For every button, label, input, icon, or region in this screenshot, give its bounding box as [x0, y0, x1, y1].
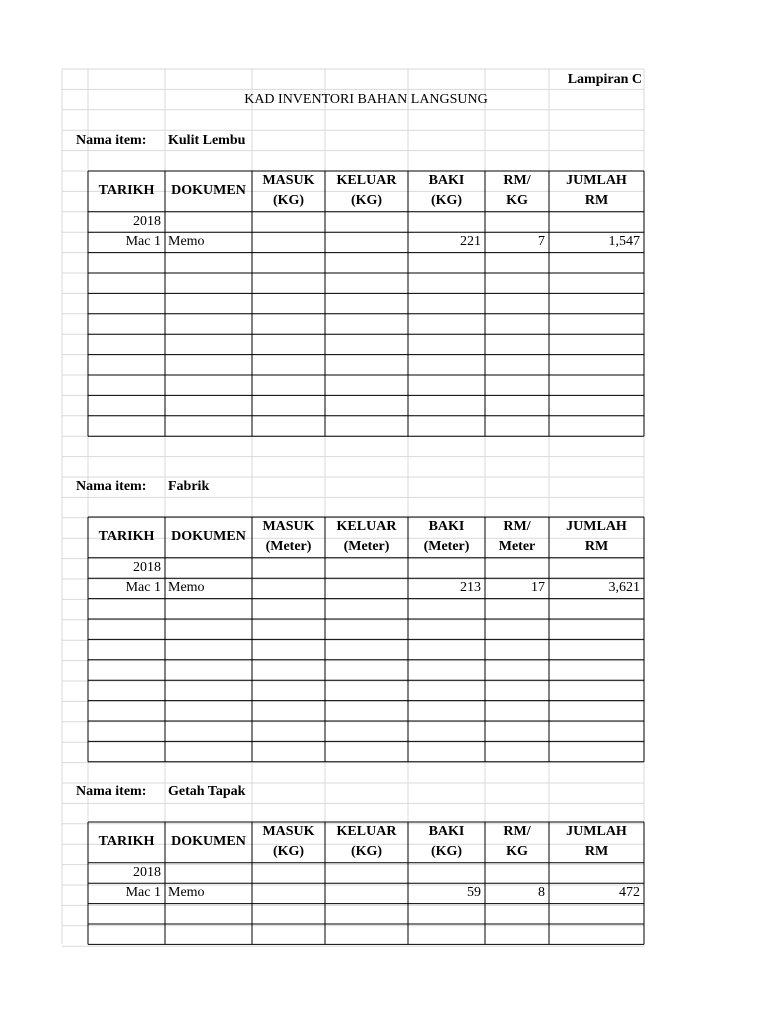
item-name: Getah Tapak	[168, 784, 246, 799]
column-header: JUMLAH	[566, 519, 627, 534]
table-cell: Memo	[168, 234, 205, 250]
table-cell: Mac 1	[125, 580, 161, 596]
column-subheader: (Meter)	[265, 539, 312, 555]
column-subheader: (KG)	[350, 193, 383, 209]
column-header: JUMLAH	[566, 824, 627, 839]
item-name: Fabrik	[168, 479, 210, 494]
column-header: MASUK	[262, 824, 315, 839]
column-header: KELUAR	[336, 519, 397, 534]
column-subheader: (KG)	[430, 193, 463, 209]
column-header: DOKUMEN	[171, 834, 246, 850]
column-subheader: (Meter)	[343, 539, 390, 555]
column-header: KELUAR	[336, 173, 397, 188]
item-label: Nama item:	[76, 133, 147, 148]
page-title: KAD INVENTORI BAHAN LANGSUNG	[244, 92, 488, 107]
column-header: DOKUMEN	[171, 529, 246, 545]
column-subheader: (KG)	[272, 844, 305, 860]
column-header: TARIKH	[98, 529, 155, 545]
table-cell: 1,547	[608, 234, 640, 250]
table-cell: Mac 1	[125, 885, 161, 901]
column-header: RM/	[503, 173, 531, 188]
column-subheader: (KG)	[350, 844, 383, 860]
column-subheader: RM	[584, 193, 609, 209]
table-cell: 7	[538, 234, 545, 250]
table-cell: 17	[531, 580, 545, 596]
column-header: DOKUMEN	[171, 183, 246, 199]
year-cell: 2018	[133, 213, 161, 229]
column-header: TARIKH	[98, 183, 155, 199]
column-header: RM/	[503, 519, 531, 534]
table-cell: Mac 1	[125, 234, 161, 250]
column-subheader: (KG)	[272, 193, 305, 209]
year-cell: 2018	[133, 864, 161, 880]
column-header: BAKI	[428, 173, 465, 188]
column-header: KELUAR	[336, 824, 397, 839]
annex-label: Lampiran C	[567, 72, 642, 87]
column-header: BAKI	[428, 519, 465, 534]
column-subheader: (KG)	[430, 844, 463, 860]
table-cell: 8	[538, 885, 545, 901]
table-cell: 472	[619, 885, 640, 901]
table-cell: Memo	[168, 580, 205, 596]
column-subheader: RM	[584, 539, 609, 555]
column-header: JUMLAH	[566, 173, 627, 188]
item-name: Kulit Lembu	[168, 133, 246, 148]
table-cell: Memo	[168, 885, 205, 901]
column-header: TARIKH	[98, 834, 155, 850]
table-cell: 221	[460, 234, 481, 250]
column-subheader: KG	[506, 193, 528, 209]
column-header: MASUK	[262, 173, 315, 188]
column-subheader: Meter	[498, 539, 536, 555]
item-label: Nama item:	[76, 784, 147, 799]
column-subheader: RM	[584, 844, 609, 860]
column-header: MASUK	[262, 519, 315, 534]
item-label: Nama item:	[76, 479, 147, 494]
year-cell: 2018	[133, 559, 161, 575]
table-cell: 59	[467, 885, 481, 901]
column-subheader: (Meter)	[423, 539, 470, 555]
table-cell: 3,621	[608, 580, 640, 596]
column-header: RM/	[503, 824, 531, 839]
table-cell: 213	[460, 580, 481, 596]
column-subheader: KG	[506, 844, 528, 860]
column-header: BAKI	[428, 824, 465, 839]
